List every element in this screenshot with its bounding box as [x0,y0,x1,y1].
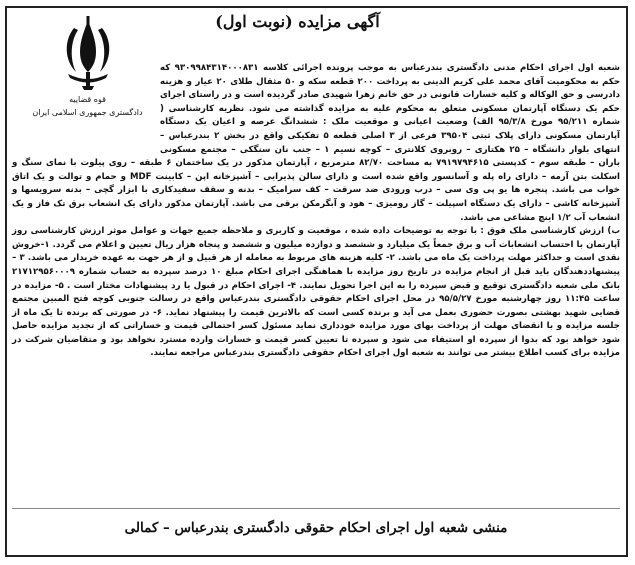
notice-signature: منشی شعبه اول اجرای احکام حقوقی دادگستری بندرعباس – کمالی [124,520,508,536]
notice-title: آگهی مزایده (نوبت اول) [215,12,380,31]
notice-paragraph-1: شعبه اول اجرای احکام مدنی دادگستری بندرعباس به موجب پرونده اجرائی کلاسه ۹۳۰۹۹۸۴۳۱۴۰۰۰۸۳۱ که حکم به محکومیت آقای محمد علی کریم الدینی به پرداخت ۲۰۰ قطعه سکه و ۵۰ مثقال طلای ۲۰ عیار و هزینه دادرسی و حق الوکاله و کلیه خسارات قانونی در حق خانم زهرا شهیدی صادر گردیده است و در راستای اجرای حکم یک دستگاه آپارتمان مسکونی متعلق به محکوم علیه به مزایده گذاشته می شود. نظریه کارشناسی ( شماره ۹۵/۲۱۱ مورخ ۹۵/۳/۸ الف) وضعیت اعیانی و موقعیت ملک : ششدانگ عرصه و اعیان یک دستگاه آپارتمان مسکونی دارای پلاک ثبتی ۳۹۵۰۴ فرعی از ۳ اصلی قطعه ۵ تفکیکی واقع در بخش ۲ بندرعباس – انتهای بلوار دانشگاه – ۲۵ هکتاری – روبروی کلانتری – کوچه نسیم ۱ – جنب نان سنگکی – مجتمع مسکونی باران – طبقه سوم – کدپستی ۷۹۱۹۷۹۴۶۱۵ به مساحت ۸۲/۷۰ مترمربع ، آپارتمان مذکور در یک ساختمان ۶ طبقه – روی پیلوت با نمای سنگ و اسکلت بتن آرمه – دارای راه پله و آسانسور واقع شده است و دارای سالن پذیرایی – آشپزخانه اپن – کابینت MDF و حمام و توالت و یک اتاق خواب می باشد. پنجره ها یو پی وی سی – درب ورودی ضد سرقت – کف سرامیک – بدنه و سقف سفیدکاری با ابزار گچی – بدنه سرویسها و آشپزخانه کاشی – دارای یک دستگاه اسپیلت – گاز رومیزی – هود و آبگرمکن برقی می باشد. آپارتمان مذکور دارای یک انشعاب برق تک فاز و یک انشعاب آب ۱/۲ اینچ مشاعی می باشد. [12,63,621,223]
notice-body [12,62,620,361]
emblem-caption-line2: دادگستری جمهوری اسلامی ایران [32,108,143,117]
emblem-spacer [12,62,160,157]
emblem-caption-line1: قوه قضاییه [69,95,106,104]
footer-divider [12,508,620,509]
notice-paragraph-2: ب) ارزش کارشناسی ملک فوق : با توجه به توضیحات داده شده ، موقعیت و کاربری و ملاحظه جمیع جهات و عوامل موثر ارزش کارشناسی روز آپارتمان با احتساب انشعابات آب و برق جمعاً یک میلیارد و ششصد و دوازده میلیون و ششصد و پنجاه هزار ریال تعیین و اعلام می گردد. ۱-خروش نقدی است و حداکثر مهلت پرداخت یک ماه می باشد. ۲- کلیه هزینه های مربوط به معامله از هر قبیل و از هر جهت به عهده خریدار می باشد. ۳ – پیشنهاددهندگان باید قبل از انجام مزایده در تاریخ روز مزایده با هماهنگی اجرای احکام مبلغ ۱۰ درصد سپرده به حساب شماره ۲۱۷۱۲۹۵۶۰۰۰۹ بانک ملی شعبه دادگستری توقیع و قبض سپرده را به این اجرا تحویل نمایند. ۴- اجرای احکام در قبول یا رد پیشنهادات مختار است . ۵- مزایده در ساعت ۱۱:۴۵ روز چهارشنبه مورخ ۹۵/۵/۲۷ در محل اجرای احکام حقوقی دادگستری بندرعباس واقع در رسالت جنوبی کوچه فتح المبین مجتمع قضایی شهید بهشتی بصورت حضوری بعمل می آید و برنده کسی است که بالاترین قیمت را پیشنهاد نماید. ۶- در صورتی که برنده تا یک ماه از جلسه مزایده و با انقضای مهلت از پرداخت بهای مورد مزایده خودداری نماید مسئول کسر احتمالی قیمت و خساراتی که از تجدید مزایده حاصل شود خواهد بود که بدوا از سپرده او استیفاء می شود و سپرده تا تعیین کسر قیمت و خسارات وارده مسترد نخواهد بود و متقاضیان شرکت در مزایده برای کسب اطلاع بیشتر می توانند به شعبه اول اجرای احکام حقوقی دادگستری بندرعباس مراجعه نمایند. [12,226,621,359]
